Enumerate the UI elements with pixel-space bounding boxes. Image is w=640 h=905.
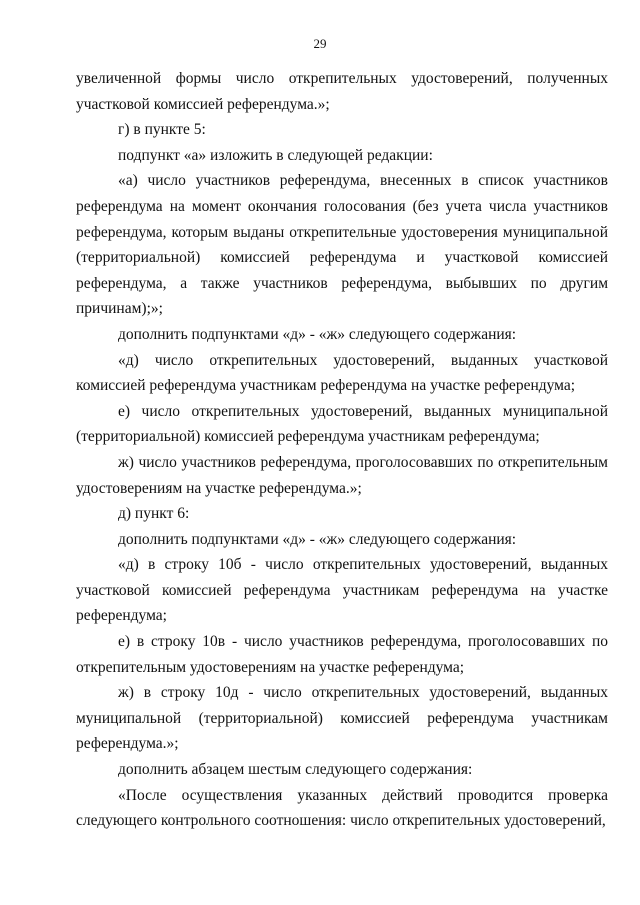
document-body [76,66,608,834]
page-number: 29 [313,36,327,51]
paragraph-subitem-e: е) число открепительных удостоверений, выданных муниципальной (территориальной) комиссией референдума участникам референдума; [76,402,608,446]
paragraph-row-10d: ж) в строку 10д - число открепительных удостоверений, выданных муниципальной (территориальной) комиссией референдума участникам референдума.»; [76,684,608,753]
paragraph-row-10b: «д) в строку 10б - число открепительных удостоверений, выданных участковой комиссией референдума участникам референдума на участке референдума; [76,556,608,625]
paragraph-control-check: «После осуществления указанных действий проводится проверка следующего контрольного соотношения: число открепительных удостоверений, [76,786,608,830]
paragraph-row-10v: е) в строку 10в - число участников референдума, проголосовавших по открепительным удостоверениям на участке референдума; [76,633,608,676]
paragraph-subitem-zh: ж) число участников референдума, проголосовавших по открепительным удостоверениям на участке референдума.»; [76,453,608,497]
paragraph-item-d: д) пункт 6: [118,505,190,523]
paragraph-subitem-a-text: «а) число участников референдума, внесенных в список участников референдума на момент окончания голосования (без учета числа участников референдума, которым выданы открепительные удостоверения муниципальной (территориальной) комиссией референдума и участковой комиссией референдума, а также участников референдума, выбывших по другим причинам);»; [76,172,608,318]
paragraph-add-subitems-intro-2: дополнить подпунктами «д» - «ж» следующего содержания: [118,530,517,548]
paragraph-subitem-d: «д) число открепительных удостоверений, выданных участковой комиссией референдума участникам референдума на участке референдума; [76,351,608,395]
paragraph-add-sixth-intro: дополнить абзацем шестым следующего содержания: [118,761,473,779]
paragraph-subitem-a-intro: подпункт «а» изложить в следующей редакции: [118,146,433,164]
paragraph-item-g: г) в пункте 5: [118,121,206,139]
paragraph-add-subitems-intro: дополнить подпунктами «д» - «ж» следующего содержания: [118,325,517,343]
paragraph-continuation: увеличенной формы число открепительных удостоверений, полученных участковой комиссией референдума.»; [76,70,608,113]
